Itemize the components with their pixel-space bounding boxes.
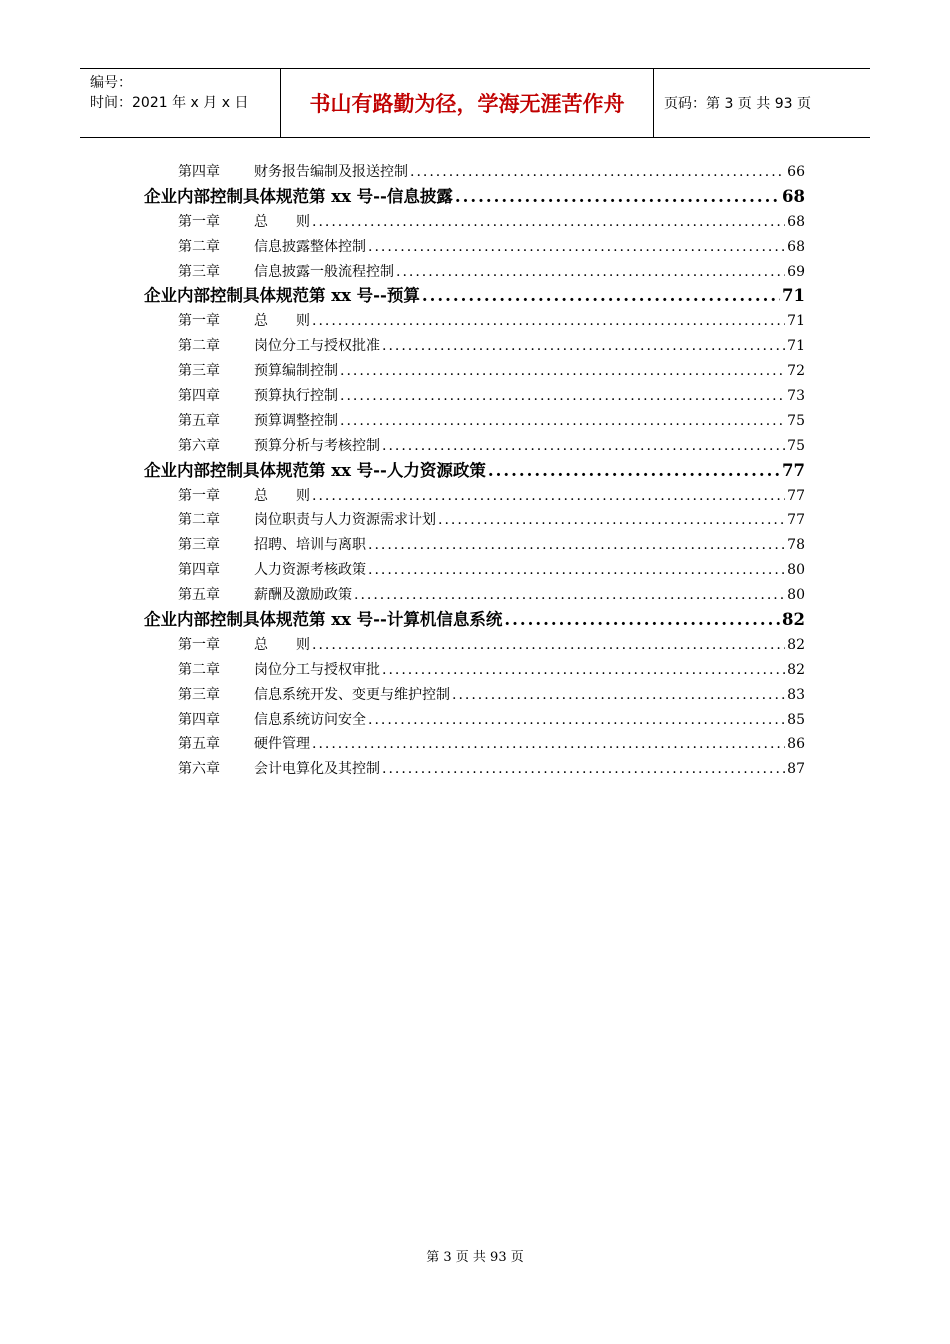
toc-chapter-entry[interactable] (178, 658, 805, 683)
toc-page-number: 82 (782, 610, 805, 630)
toc-page-number: 66 (787, 164, 805, 180)
toc-page-number: 71 (787, 338, 805, 355)
toc-chapter-entry[interactable] (178, 409, 805, 434)
toc-section-entry[interactable] (144, 608, 805, 633)
toc-leader-dots (312, 484, 785, 509)
toc-page-number: 71 (787, 313, 805, 330)
toc-entry-title: 信息系统访问安全 (254, 711, 366, 728)
toc-chapter-entry[interactable] (178, 583, 805, 608)
toc-chapter-entry[interactable] (178, 384, 805, 409)
toc-chapter-entry[interactable] (178, 757, 805, 782)
toc-leader-dots (504, 608, 780, 633)
toc-entry-title: 预算分析与考核控制 (254, 437, 380, 454)
document-number-label: 编号： (90, 75, 132, 91)
toc-page-number: 68 (787, 238, 805, 255)
toc-chapter-entry[interactable] (178, 160, 805, 185)
toc-leader-dots (422, 284, 780, 309)
toc-entry-title: 薪酬及激励政策 (254, 587, 352, 604)
toc-page-number: 80 (787, 587, 805, 604)
toc-entry-title: 企业内部控制具体规范第 xx 号--预算 (144, 286, 420, 306)
toc-section-entry[interactable] (144, 284, 805, 309)
toc-page-number: 72 (787, 363, 805, 380)
toc-section-entry[interactable] (144, 185, 805, 210)
toc-chapter-entry[interactable] (178, 732, 805, 757)
toc-entry-title: 财务报告编制及报送控制 (254, 164, 408, 180)
toc-chapter-entry[interactable] (178, 633, 805, 658)
toc-entry-title: 招聘、培训与离职 (254, 537, 366, 554)
toc-leader-dots (438, 508, 785, 533)
toc-chapter-entry[interactable] (178, 434, 805, 459)
toc-leader-dots (382, 434, 785, 459)
toc-leader-dots (312, 210, 785, 235)
toc-chapter-number: 第二章 (178, 512, 220, 529)
toc-entry-title: 硬件管理 (254, 736, 310, 753)
toc-leader-dots (488, 459, 780, 484)
toc-chapter-entry[interactable] (178, 210, 805, 235)
toc-leader-dots (382, 658, 785, 683)
toc-entry-title: 会计电算化及其控制 (254, 761, 380, 778)
toc-leader-dots (340, 409, 785, 434)
toc-chapter-entry[interactable] (178, 484, 805, 509)
toc-entry-title: 总 则 (254, 487, 310, 504)
toc-page-number: 85 (787, 711, 805, 728)
toc-chapter-number: 第三章 (178, 686, 220, 703)
toc-leader-dots (382, 334, 785, 359)
toc-chapter-number: 第四章 (178, 711, 220, 728)
toc-leader-dots (368, 235, 785, 260)
toc-chapter-entry[interactable] (178, 334, 805, 359)
header-slogan: 书山有路勤为径，学海无涯苦作舟 (281, 69, 654, 137)
toc-chapter-entry[interactable] (178, 533, 805, 558)
toc-entry-title: 预算编制控制 (254, 363, 338, 380)
toc-chapter-number: 第一章 (178, 213, 220, 230)
toc-entry-title: 岗位分工与授权批准 (254, 338, 380, 355)
toc-chapter-entry[interactable] (178, 309, 805, 334)
toc-page-number: 71 (782, 286, 805, 306)
toc-chapter-number: 第一章 (178, 487, 220, 504)
toc-page-number: 83 (787, 686, 805, 703)
toc-section-entry[interactable] (144, 459, 805, 484)
toc-chapter-entry[interactable] (178, 558, 805, 583)
toc-page-number: 82 (787, 636, 805, 653)
toc-page-number: 77 (787, 512, 805, 529)
toc-page-number: 68 (782, 186, 805, 206)
toc-entry-title: 人力资源考核政策 (254, 562, 366, 579)
toc-page-number: 87 (787, 761, 805, 778)
header-page-info: 页码：第 3 页 共 93 页 (664, 96, 811, 112)
toc-leader-dots (354, 583, 785, 608)
toc-chapter-number: 第六章 (178, 437, 220, 454)
header-meta (80, 69, 281, 137)
toc-chapter-number: 第三章 (178, 363, 220, 380)
toc-leader-dots (396, 260, 785, 285)
toc-chapter-entry[interactable] (178, 260, 805, 285)
toc-leader-dots (340, 384, 785, 409)
toc-leader-dots (382, 757, 785, 782)
toc-entry-title: 岗位职责与人力资源需求计划 (254, 512, 436, 529)
toc-page-number: 69 (787, 263, 805, 280)
toc-entry-title: 预算执行控制 (254, 388, 338, 405)
page-footer: 第 3 页 共 93 页 (426, 1250, 524, 1265)
toc-leader-dots (312, 309, 785, 334)
toc-leader-dots (312, 633, 785, 658)
toc-page-number: 77 (787, 487, 805, 504)
toc-chapter-entry[interactable] (178, 359, 805, 384)
toc-entry-title: 岗位分工与授权审批 (254, 661, 380, 678)
toc-leader-dots (452, 683, 785, 708)
toc-chapter-entry[interactable] (178, 683, 805, 708)
toc-page-number: 68 (787, 213, 805, 230)
toc-entry-title: 预算调整控制 (254, 412, 338, 429)
toc-entry-title: 总 则 (254, 313, 310, 330)
toc-page-number: 77 (782, 460, 805, 480)
toc-page-number: 75 (787, 412, 805, 429)
toc-entry-title: 总 则 (254, 636, 310, 653)
toc-entry-title: 信息系统开发、变更与维护控制 (254, 686, 450, 703)
toc-chapter-number: 第三章 (178, 537, 220, 554)
toc-chapter-number: 第五章 (178, 736, 220, 753)
toc-chapter-entry[interactable] (178, 508, 805, 533)
toc-chapter-number: 第二章 (178, 661, 220, 678)
toc-chapter-number: 第一章 (178, 313, 220, 330)
toc-page-number: 82 (787, 661, 805, 678)
toc-leader-dots (368, 533, 785, 558)
toc-entry-title: 企业内部控制具体规范第 xx 号--计算机信息系统 (144, 610, 503, 630)
toc-leader-dots (368, 558, 785, 583)
toc-page-number: 75 (787, 437, 805, 454)
document-date: 时间：2021 年 x 月 x 日 (90, 95, 249, 111)
toc-chapter-number: 第二章 (178, 338, 220, 355)
toc-chapter-number: 第四章 (178, 164, 220, 180)
toc-entry-title: 企业内部控制具体规范第 xx 号--人力资源政策 (144, 460, 486, 480)
toc-chapter-number: 第五章 (178, 412, 220, 429)
toc-entry-title: 企业内部控制具体规范第 xx 号--信息披露 (144, 186, 453, 206)
toc-entry-title: 信息披露一般流程控制 (254, 263, 394, 280)
toc-chapter-number: 第四章 (178, 388, 220, 405)
toc-chapter-number: 第一章 (178, 636, 220, 653)
toc-chapter-number: 第三章 (178, 263, 220, 280)
toc-entry-title: 总 则 (254, 213, 310, 230)
toc-page-number: 80 (787, 562, 805, 579)
toc-entry-title: 信息披露整体控制 (254, 238, 366, 255)
toc-chapter-number: 第二章 (178, 238, 220, 255)
toc-leader-dots (312, 732, 785, 757)
toc-chapter-entry[interactable] (178, 235, 805, 260)
page-header (80, 68, 870, 138)
toc-leader-dots (368, 708, 785, 733)
table-of-contents (0, 160, 950, 782)
toc-chapter-number: 第六章 (178, 761, 220, 778)
toc-page-number: 78 (787, 537, 805, 554)
toc-leader-dots (410, 160, 785, 185)
toc-chapter-entry[interactable] (178, 708, 805, 733)
toc-page-number: 73 (787, 388, 805, 405)
toc-page-number: 86 (787, 736, 805, 753)
toc-leader-dots (455, 185, 780, 210)
toc-chapter-number: 第五章 (178, 587, 220, 604)
toc-leader-dots (340, 359, 785, 384)
toc-chapter-number: 第四章 (178, 562, 220, 579)
